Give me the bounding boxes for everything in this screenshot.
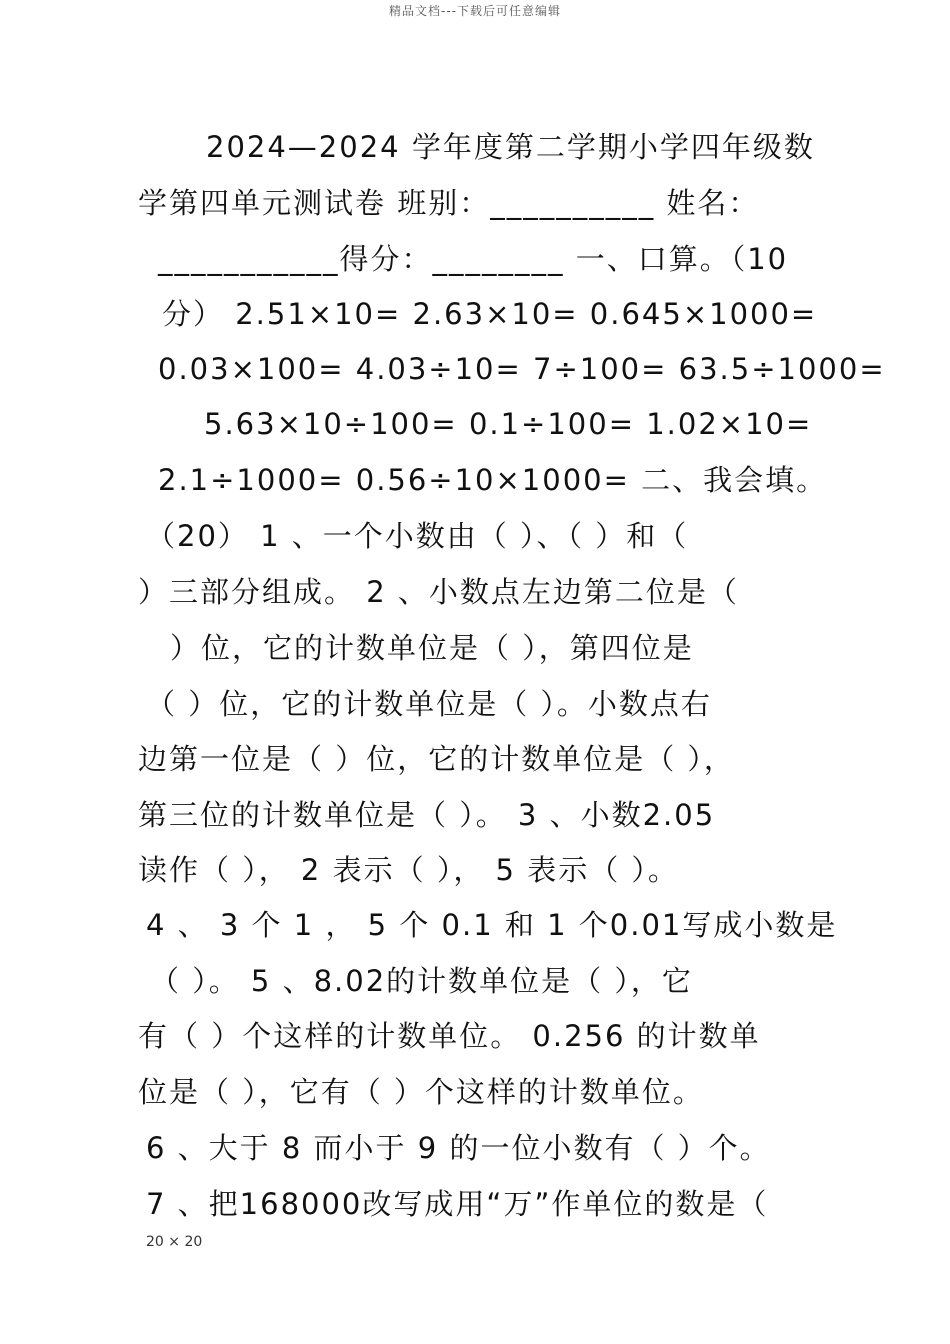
text-line: 位是（ ），它有（ ）个这样的计数单位。 xyxy=(138,1075,704,1109)
text-line: ___________得分：________ 一、口算。（10 xyxy=(158,242,789,276)
page-header-note: 精品文档---下载后可任意编辑 xyxy=(389,4,561,18)
text-line: 读作（ ）， 2 表示（ ）， 5 表示（ ）。 xyxy=(138,853,679,887)
text-line: 0.03×100= 4.03÷10= 7÷100= 63.5÷1000= xyxy=(158,352,886,386)
text-line: 5.63×10÷100= 0.1÷100= 1.02×10= xyxy=(204,407,813,441)
text-line: 有（ ）个这样的计数单位。 0.256 的计数单 xyxy=(138,1019,761,1053)
text-line: 4 、 3 个 1 ， 5 个 0.1 和 1 个0.01写成小数是 xyxy=(146,908,838,942)
text-line: 6 、大于 8 而小于 9 的一位小数有（ ）个。 xyxy=(146,1131,771,1165)
text-line: （ ）位，它的计数单位是（ ）。小数点右 xyxy=(146,687,712,721)
text-line: 第三位的计数单位是（ ）。 3 、小数2.05 xyxy=(138,798,716,832)
text-line: 2024—2024 学年度第二学期小学四年级数 xyxy=(206,130,815,164)
text-line: 学第四单元测试卷 班别：__________ 姓名： xyxy=(138,186,760,220)
text-line: ）位，它的计数单位是（ ），第四位是 xyxy=(170,631,694,665)
text-line: 7 、把168000改写成用“万”作单位的数是（ xyxy=(146,1187,769,1221)
text-line: 分） 2.51×10= 2.63×10= 0.645×1000= xyxy=(162,297,818,331)
text-line: 边第一位是（ ）位，它的计数单位是（ ）， xyxy=(138,742,735,776)
text-line: ）三部分组成。 2 、小数点左边第二位是（ xyxy=(138,575,739,609)
text-line: 2.1÷1000= 0.56÷10×1000= 二、我会填。 xyxy=(158,463,828,497)
text-line: （20） 1 、一个小数由（ ）、（ ）和（ xyxy=(146,519,689,553)
text-line: （ ）。 5 、8.02的计数单位是（ ），它 xyxy=(150,964,693,998)
page-footer-note: 20 × 20 xyxy=(146,1234,203,1250)
